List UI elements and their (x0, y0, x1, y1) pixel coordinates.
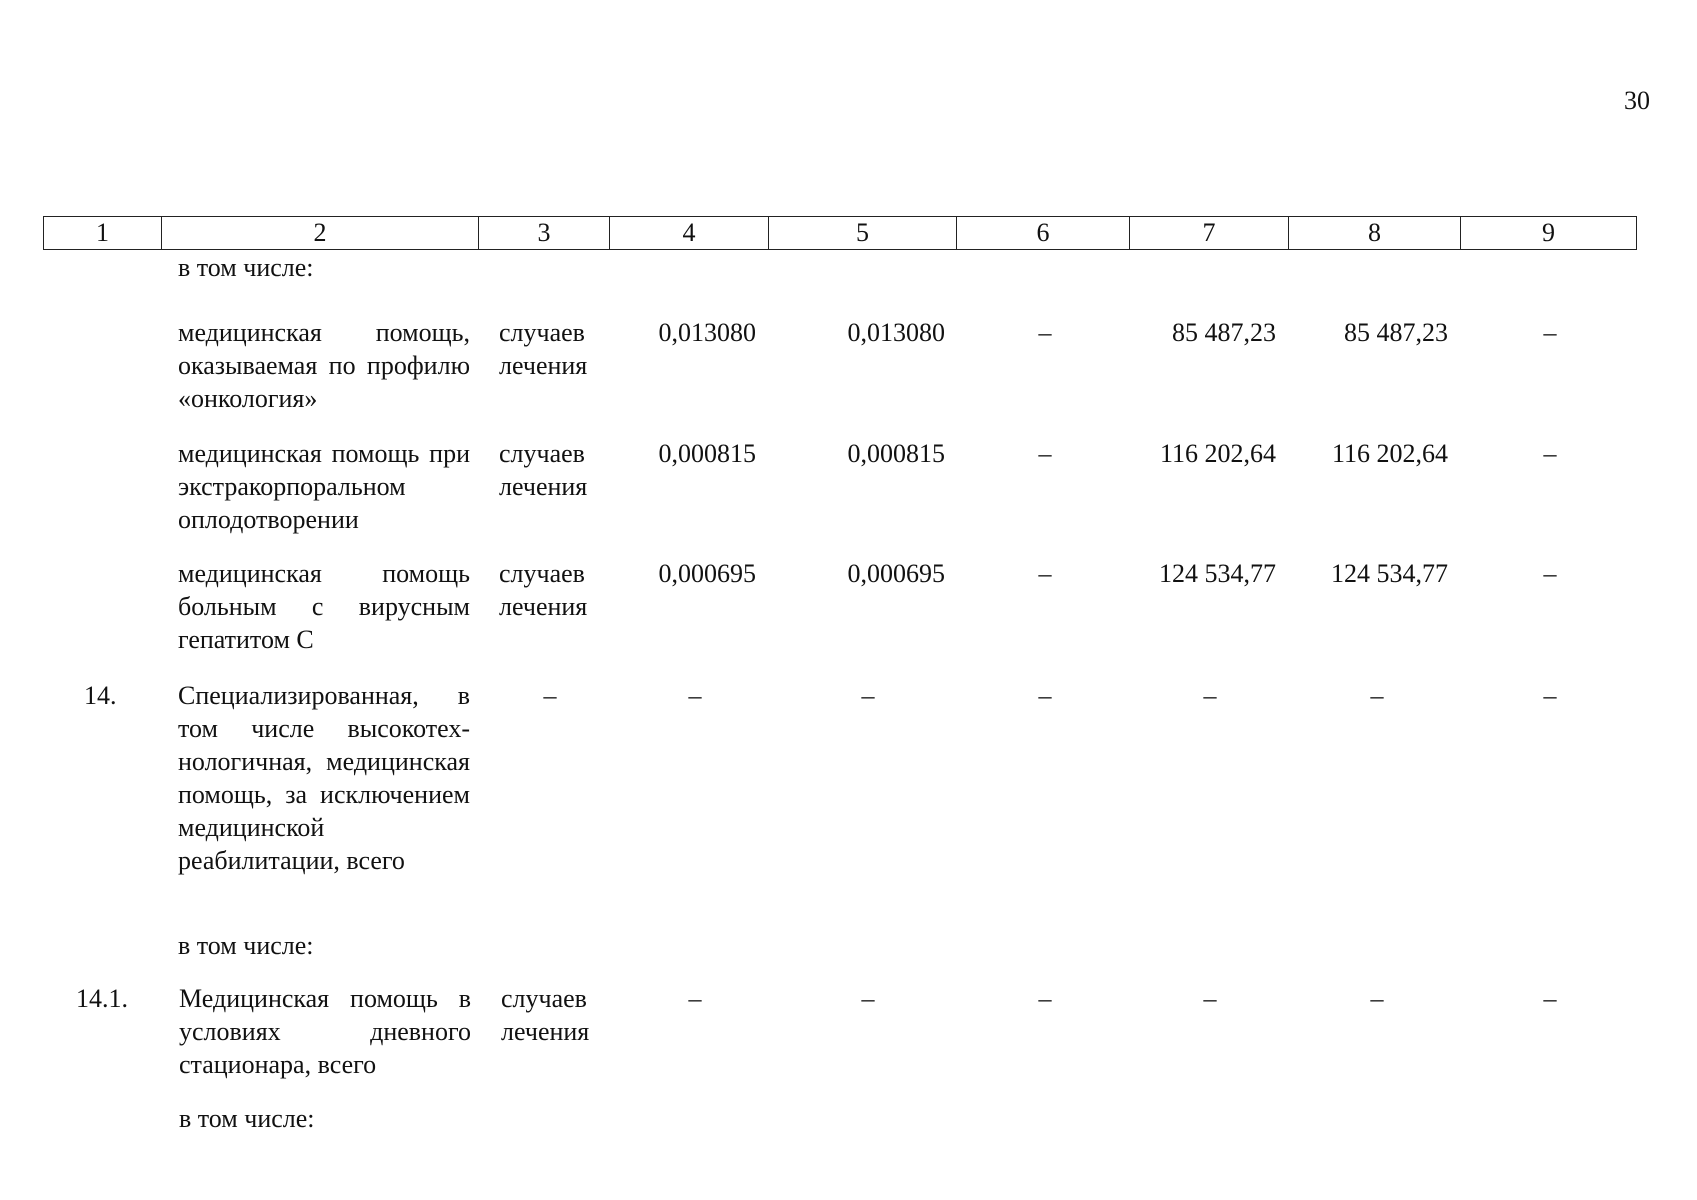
row-col8: 116 202,64 (1331, 439, 1448, 468)
row-col7: 85 487,23 (1172, 318, 1276, 347)
row-col7: 124 534,77 (1159, 559, 1276, 588)
row-unit: случаев лечения (499, 439, 588, 501)
row-name: Медицинская помощь в условиях дневного стационара, всего (179, 984, 471, 1079)
row-col6: – (1038, 318, 1052, 347)
row-col5: 0,013080 (847, 318, 945, 347)
row-col9: – (1543, 984, 1557, 1013)
row-col7: – (1203, 681, 1217, 710)
row-label-including: в том числе: (178, 253, 314, 282)
column-header: 8 (1289, 217, 1461, 250)
column-header: 7 (1130, 217, 1289, 250)
column-header: 6 (957, 217, 1130, 250)
page-number: 30 (1624, 86, 1650, 115)
column-number-header (43, 216, 1637, 250)
row-col4: – (688, 681, 702, 710)
row-col8: 124 534,77 (1331, 559, 1448, 588)
row-col6: – (1038, 559, 1052, 588)
column-header: 3 (479, 217, 610, 250)
column-header: 9 (1461, 217, 1637, 250)
column-header: 4 (610, 217, 769, 250)
row-unit: случаев лечения (499, 559, 588, 621)
row-name: медицинская помощь при экстракорпоральном оплодотворении (178, 439, 470, 534)
column-header: 2 (162, 217, 479, 250)
column-header: 5 (769, 217, 957, 250)
row-col8: 85 487,23 (1344, 318, 1448, 347)
row-col8: – (1370, 681, 1384, 710)
row-name: Специализированная, в том числе высокотехнологичная, медицинская помощь, за исключением медицинской реабилитации, всего (178, 681, 470, 875)
row-col7: 116 202,64 (1159, 439, 1276, 468)
row-col9: – (1543, 681, 1557, 710)
row-col4: 0,013080 (658, 318, 756, 347)
row-name: медицинская помощь, оказываемая по профилю «онкология» (178, 318, 470, 413)
row-col8: – (1370, 984, 1384, 1013)
row-col7: – (1203, 984, 1217, 1013)
row-unit: случаев лечения (501, 984, 590, 1046)
row-col4: 0,000815 (658, 439, 756, 468)
row-label-including: в том числе: (179, 1104, 315, 1133)
row-number: 14.1. (76, 984, 128, 1013)
row-col4: – (688, 984, 702, 1013)
row-col5: 0,000695 (847, 559, 945, 588)
row-col9: – (1543, 439, 1557, 468)
row-unit: случаев лечения (499, 318, 588, 380)
row-name: медицинская помощь больным с вирусным гепатитом С (178, 559, 470, 654)
row-col6: – (1038, 984, 1052, 1013)
row-col4: 0,000695 (658, 559, 756, 588)
row-label-including: в том числе: (178, 931, 314, 960)
column-header: 1 (44, 217, 162, 250)
row-col5: 0,000815 (847, 439, 945, 468)
row-unit: – (543, 681, 557, 710)
row-col6: – (1038, 439, 1052, 468)
row-number: 14. (84, 681, 117, 710)
row-col9: – (1543, 318, 1557, 347)
row-col5: – (861, 681, 875, 710)
row-col5: – (861, 984, 875, 1013)
row-col9: – (1543, 559, 1557, 588)
row-col6: – (1038, 681, 1052, 710)
